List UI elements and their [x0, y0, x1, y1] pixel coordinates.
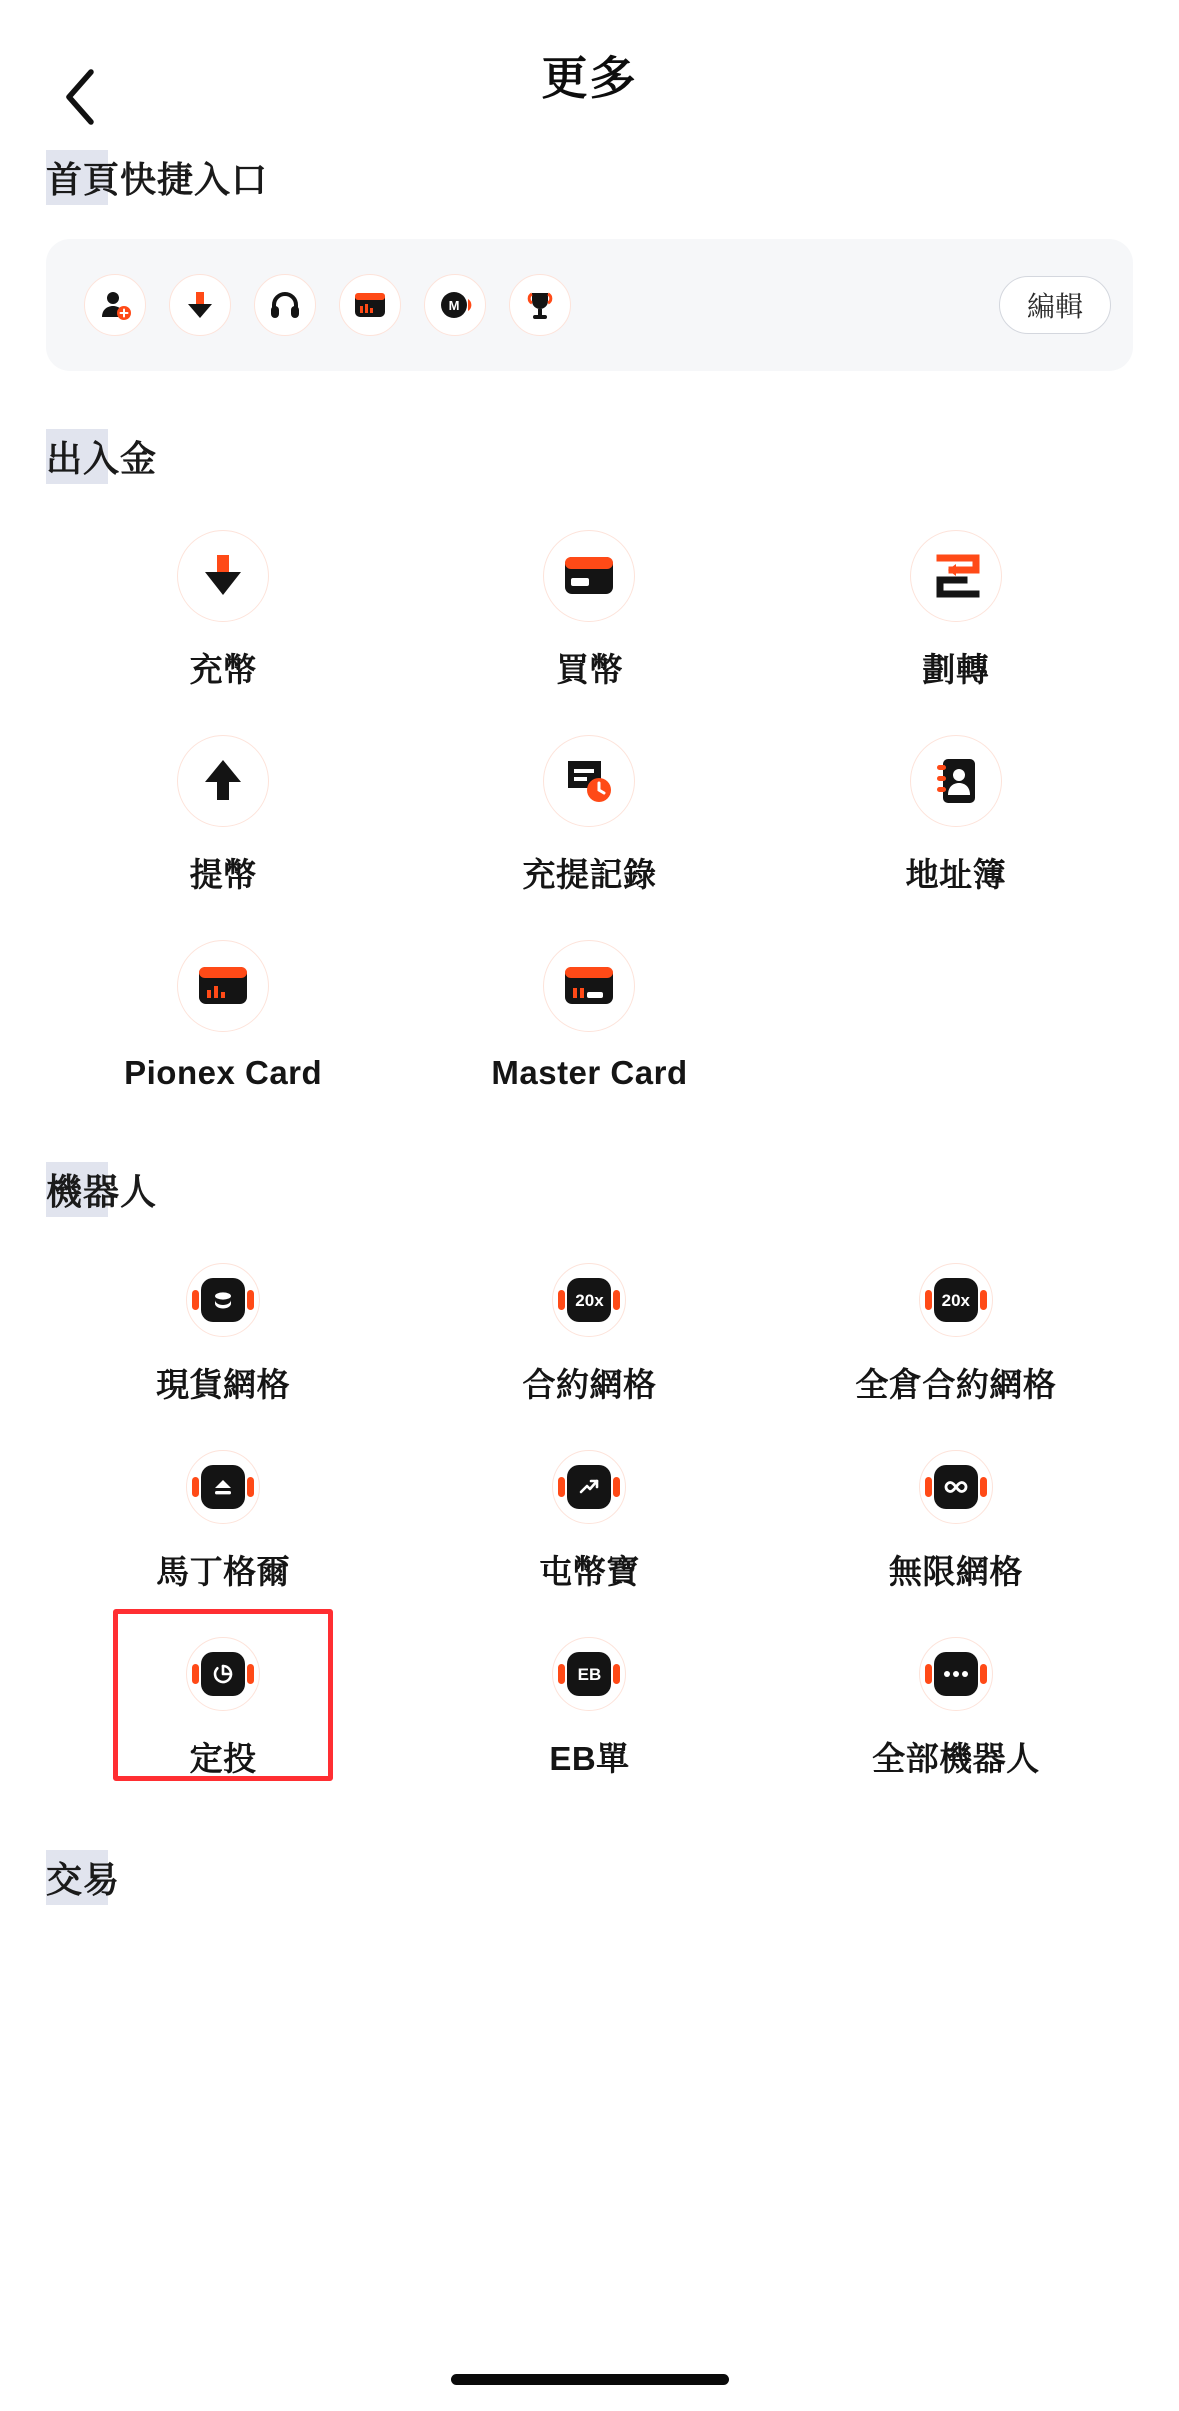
- section-title-funds: 出入金: [46, 429, 1179, 484]
- cross-futures-grid-glyph-text: 20x: [941, 1290, 971, 1310]
- all-bots-glyph: [934, 1652, 978, 1696]
- section-title-quick-entry: 首頁快捷入口: [46, 150, 1179, 205]
- address-book-icon: [910, 735, 1002, 827]
- dca-bot-icon: [186, 1637, 260, 1711]
- quick-entry-item-card[interactable]: [327, 274, 412, 336]
- record-glyph: [565, 758, 613, 804]
- bots-item-label: 定投: [189, 1740, 257, 1777]
- futures-grid-glyph: [567, 1278, 611, 1322]
- eb-order-icon: [552, 1637, 626, 1711]
- withdraw-glyph: [201, 758, 245, 804]
- bots-item-label: 全部機器人: [872, 1740, 1040, 1777]
- bots-item-infinity-grid[interactable]: [773, 1416, 1139, 1603]
- funds-item-buy-crypto[interactable]: [406, 496, 772, 701]
- bots-item-label: 屯幣寶: [539, 1553, 640, 1590]
- cross-futures-grid-bot-icon: [919, 1263, 993, 1337]
- funds-grid: [40, 496, 1139, 1102]
- bots-item-label: 現貨網格: [156, 1366, 291, 1403]
- funds-item-label: 提幣: [189, 856, 257, 893]
- eb-glyph-text: EB: [577, 1664, 602, 1684]
- section-title-bots: 機器人: [46, 1162, 1179, 1217]
- funds-item-label: 買幣: [555, 651, 623, 688]
- quick-entry-item-rewards[interactable]: [497, 274, 582, 336]
- futures-grid-glyph-text: 20x: [575, 1290, 604, 1310]
- add-user-glyph: [98, 288, 132, 322]
- transfer-glyph: [932, 554, 980, 598]
- spot-grid-bot-icon: [186, 1263, 260, 1337]
- funds-item-label: 劃轉: [922, 651, 990, 688]
- stack-glyph: [211, 1288, 235, 1312]
- martingale-bot-icon: [186, 1450, 260, 1524]
- funds-item-master-card[interactable]: [406, 906, 772, 1102]
- trophy-glyph: [524, 289, 556, 321]
- pionex-card-glyph: [198, 966, 248, 1006]
- headset-glyph: [269, 289, 301, 321]
- page-header: [0, 0, 1179, 150]
- spot-grid-glyph: [201, 1278, 245, 1322]
- funds-item-label: Pionex Card: [124, 1054, 323, 1091]
- pionex-card-icon: [177, 940, 269, 1032]
- edit-quick-entry-button[interactable]: 編輯: [999, 276, 1111, 334]
- funds-item-transfer[interactable]: [773, 496, 1139, 701]
- quick-entry-item-deposit[interactable]: [157, 274, 242, 336]
- all-bots-icon: [919, 1637, 993, 1711]
- martingale-glyph: [201, 1465, 245, 1509]
- credit-card-glyph: [564, 556, 614, 596]
- bots-item-label: 無限網格: [888, 1553, 1023, 1590]
- trend-up-glyph: [577, 1475, 601, 1499]
- bots-item-all-bots[interactable]: [773, 1603, 1139, 1790]
- chevron-left-icon: [61, 66, 101, 128]
- eject-glyph: [211, 1475, 235, 1499]
- infinity-grid-bot-icon: [919, 1450, 993, 1524]
- funds-item-pionex-card[interactable]: [40, 906, 406, 1102]
- martingale-m-icon: [424, 274, 486, 336]
- dca-glyph: [201, 1652, 245, 1696]
- back-button[interactable]: [46, 62, 116, 132]
- bots-item-cross-futures-grid[interactable]: [773, 1229, 1139, 1416]
- bots-item-futures-grid[interactable]: [406, 1229, 772, 1416]
- funds-item-records[interactable]: [406, 701, 772, 906]
- funds-item-address-book[interactable]: [773, 701, 1139, 906]
- futures-grid-bot-icon: [552, 1263, 626, 1337]
- ellipsis-glyph: [942, 1669, 970, 1679]
- quick-entry-list: [72, 274, 999, 336]
- bots-item-label: 全倉合約網格: [855, 1366, 1057, 1403]
- card-glyph: [354, 292, 386, 318]
- coin-hoard-glyph: [567, 1465, 611, 1509]
- martingale-glyph: [437, 287, 473, 323]
- bots-item-coin-hoard[interactable]: [406, 1416, 772, 1603]
- funds-item-label: 充提記錄: [522, 856, 657, 893]
- quick-entry-card: [46, 239, 1133, 371]
- add-user-icon: [84, 274, 146, 336]
- eb-glyph: [567, 1652, 611, 1696]
- master-card-glyph: [564, 966, 614, 1006]
- master-card-icon: [543, 940, 635, 1032]
- transfer-icon: [910, 530, 1002, 622]
- bots-item-eb-order[interactable]: [406, 1603, 772, 1790]
- bots-item-label: 馬丁格爾: [156, 1553, 291, 1590]
- bots-item-label: 合約網格: [522, 1366, 657, 1403]
- credit-card-icon: [543, 530, 635, 622]
- bots-item-martingale[interactable]: [40, 1416, 406, 1603]
- headset-support-icon: [254, 274, 316, 336]
- section-title-trade: 交易: [46, 1850, 1179, 1905]
- history-record-icon: [543, 735, 635, 827]
- funds-item-label: 充幣: [189, 651, 257, 688]
- address-book-glyph: [935, 757, 977, 805]
- infinity-symbol-glyph: [942, 1478, 970, 1496]
- card-icon: [339, 274, 401, 336]
- deposit-arrow-down-icon: [169, 274, 231, 336]
- bots-grid: [40, 1229, 1139, 1790]
- funds-item-withdraw[interactable]: [40, 701, 406, 906]
- page-title: 更多: [541, 52, 638, 104]
- bots-item-dca[interactable]: [40, 1603, 406, 1790]
- deposit-glyph: [184, 289, 216, 321]
- bots-item-label: EB單: [549, 1740, 630, 1777]
- quick-entry-item-support[interactable]: [242, 274, 327, 336]
- bots-item-spot-grid[interactable]: [40, 1229, 406, 1416]
- arrow-down-deposit-icon: [177, 530, 269, 622]
- funds-item-deposit[interactable]: [40, 496, 406, 701]
- home-indicator: [451, 2374, 729, 2385]
- funds-item-label: Master Card: [491, 1054, 688, 1091]
- cross-futures-grid-glyph: [934, 1278, 978, 1322]
- clock-glyph: [211, 1662, 235, 1686]
- deposit-glyph: [201, 553, 245, 599]
- arrow-up-withdraw-icon: [177, 735, 269, 827]
- quick-entry-item-add-user[interactable]: [72, 274, 157, 336]
- funds-item-label: 地址簿: [905, 856, 1007, 893]
- trophy-icon: [509, 274, 571, 336]
- coin-hoard-bot-icon: [552, 1450, 626, 1524]
- infinity-glyph: [934, 1465, 978, 1509]
- svg-text:M: M: [448, 298, 459, 313]
- quick-entry-item-martingale[interactable]: [412, 274, 497, 336]
